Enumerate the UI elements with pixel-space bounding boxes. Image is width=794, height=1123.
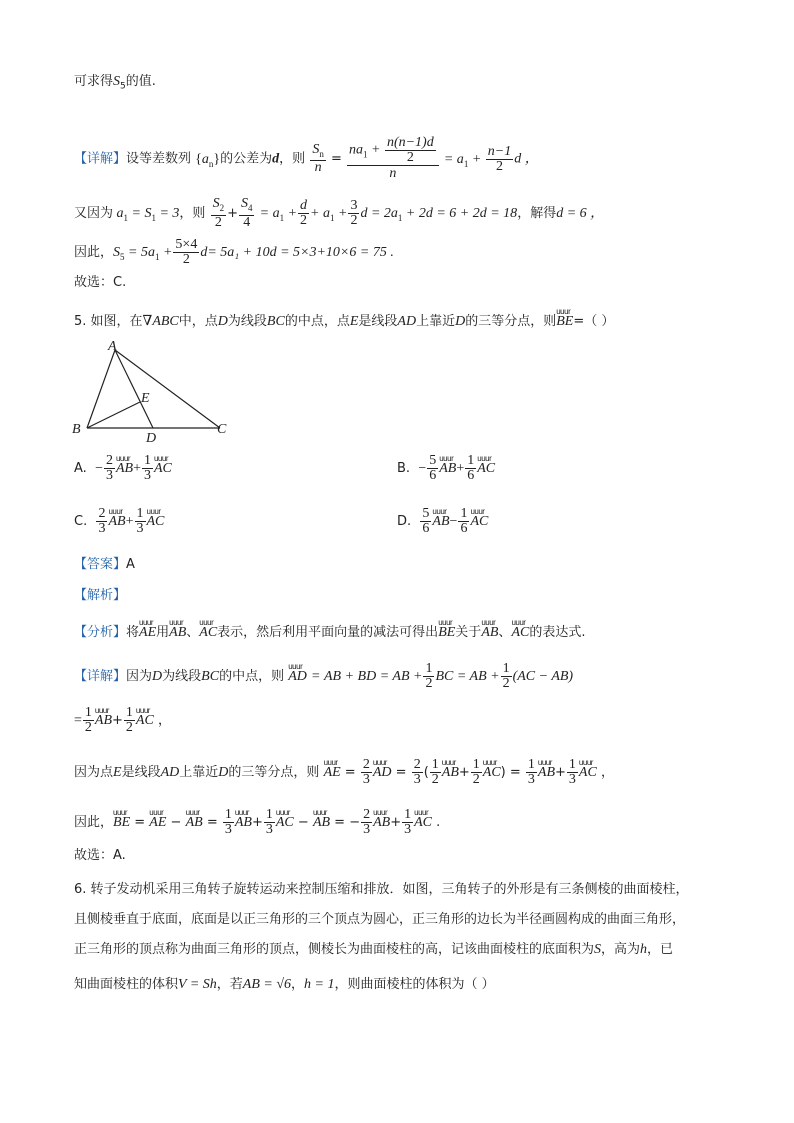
e-line: 因为点E是线段AD上靠近D的三等分点，则 uuur AE = $\frac{2}{3}$ uuur AD = $\frac{2}{3}$ ( $\frac{1}{2}$ uuur AB+ $\frac{1}{2}$ uuur AC) = $\frac{1}{3}$ uuur AB+ $\frac{1}{3}$ uuur AC ，: [74, 758, 614, 787]
detail-line-2: 又因为 $a_1 = S_1 = 3$，则 $\frac{S_2}{2}$ + $\frac{S_4}{4}$ = $a_1$ + $\frac{d}{2}$ + $a_1$ + $\frac{3}{2}$ $d = 2a_1 + 2d = 6 + 2d = 18$，解得d = 6 ，: [74, 196, 605, 230]
detail-label: 【详解】: [74, 151, 127, 167]
option-a[interactable]: A. − $\frac{2}{3}$ uuur AB+ $\frac{1}{3}$ uuur AC: [74, 454, 172, 483]
choice-2: 故选：A.: [74, 848, 126, 863]
option-d[interactable]: D. $\frac{5}{6}$ uuur AB− $\frac{1}{6}$ uuur AC: [397, 507, 488, 536]
label-A: A: [108, 339, 117, 354]
eq-line: = $\frac{1}{2}$ uuur AB+ $\frac{1}{2}$ uuur AC ，: [74, 706, 171, 735]
be-line: 因此，uuur BE = uuur AE − uuur AB = $\frac{1}{3}$ uuur AB+ $\frac{1}{3}$ uuur AC − uuur AB = − $\frac{2}{3}$ uuur AB+ $\frac{1}{3}$ uuur AC .: [74, 808, 440, 837]
detail-line-3: 因此，$S_5 = 5a_1$ + $\frac{5\times 4}{2}$ d= 5a₁ + 10d = 5×3+10×6 = 75 .: [74, 237, 394, 267]
label-C: C: [217, 422, 227, 437]
question-5: 5. 如图，在∇ABC中，点D为线段BC的中点，点E是线段AD上靠近D的三等分点，则uuur BE=（ ）: [74, 312, 614, 332]
detail-line-1: 【详解】设等差数列 $\{a_n\}$的公差为d，则 $\frac{S_n}{n}$ = $na_1$ + $\frac{n(n-1)d}{2}$ n = $a_1$ + $\frac{n-1}{2}$ d ，: [74, 135, 539, 181]
answer-line: 【答案】A: [74, 557, 135, 572]
fenxi-line: 【分析】将uuur AE用uuur AB、uuur AC表示，然后利用平面向量的减法可得出uuur BE关于uuur AB、uuur AC的表达式.: [74, 623, 585, 643]
q6-line-4: 知曲面棱柱的体积V = Sh，若AB = √6，h = 1，则曲面棱柱的体积为（ ）: [74, 977, 495, 992]
xiangjie-line: 【详解】因为D为线段BC的中点，则 uuur AD = AB + BD = AB + $\frac{1}{2}$ BC = AB + $\frac{1}{2}$ (AC − AB): [74, 662, 573, 691]
choice-1: 故选：C.: [74, 275, 127, 290]
analysis-label: 【解析】: [74, 588, 127, 603]
q6-line-3: 正三角形的顶点称为曲面三角形的顶点，侧棱长为曲面棱柱的高，记该曲面棱柱的底面积为S，高为h，已: [74, 942, 674, 957]
label-E: E: [141, 391, 150, 406]
option-b[interactable]: B. − $\frac{5}{6}$ uuur AB+ $\frac{1}{6}$ uuur AC: [397, 454, 495, 483]
label-B: B: [72, 422, 81, 437]
triangle-figure: [70, 338, 240, 446]
q6-line-2: 且侧棱垂直于底面，底面是以正三角形的三个顶点为圆心，正三角形的边长为半径画圆构成的曲面三角形，: [74, 912, 686, 927]
option-c[interactable]: C. $\frac{2}{3}$ uuur AB+ $\frac{1}{3}$ uuur AC: [74, 507, 164, 536]
label-D: D: [146, 431, 157, 446]
q6-line-1: 6. 转子发动机采用三角转子旋转运动来控制压缩和排放．如图，三角转子的外形是有三条侧棱的曲面棱柱，: [74, 882, 689, 897]
intro-line: 可求得$S_5$的值.: [74, 74, 156, 92]
